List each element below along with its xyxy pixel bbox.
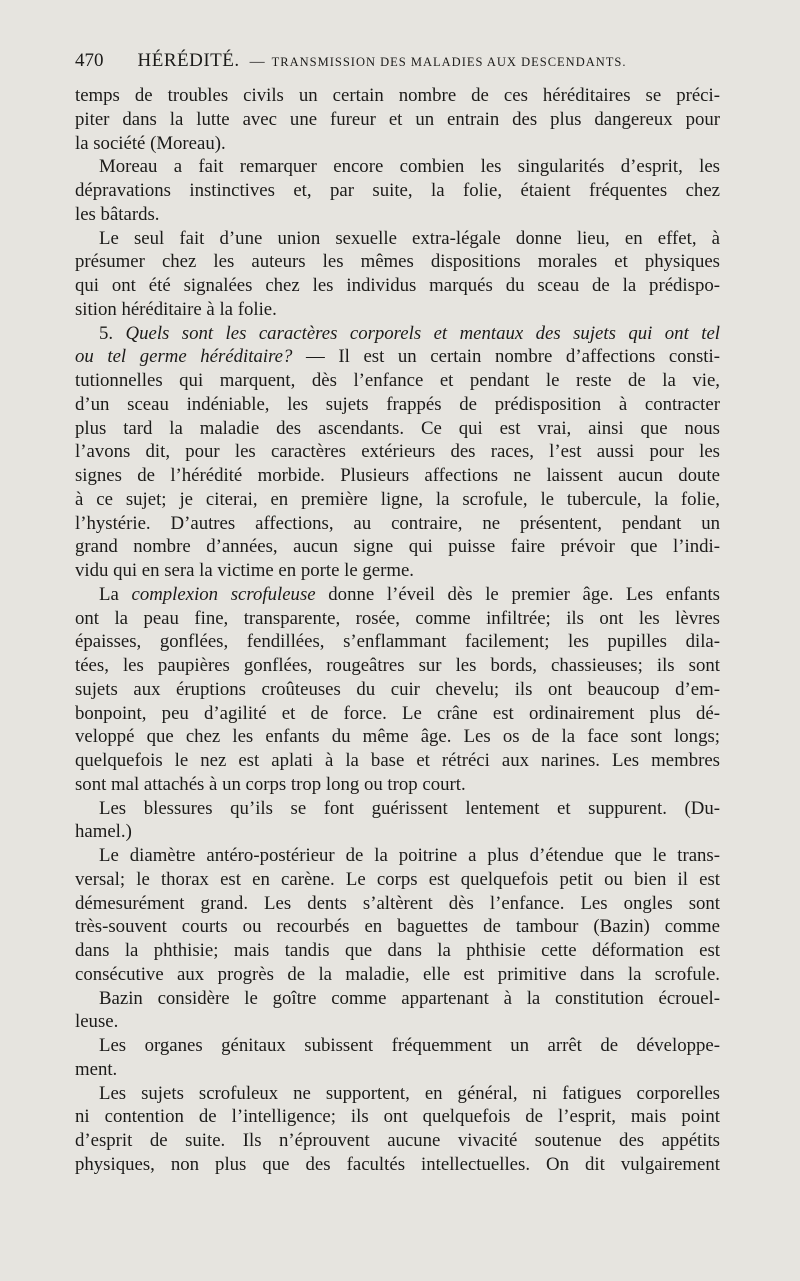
section-question-end: ou tel germe héréditaire? xyxy=(75,346,293,368)
section-text-start: — Il est un certain nombre d’affections consti- xyxy=(306,346,720,368)
text-line: Les organes génitaux subissent fréquemment un arrêt de développe- xyxy=(99,1035,720,1056)
text-line: sont mal attachés à un corps trop long ou trop court. xyxy=(75,773,466,795)
text-line: Le seul fait d’une union sexuelle extra-légale donne lieu, en effet, à xyxy=(99,227,720,249)
text-line: Les sujets scrofuleux ne supportent, en général, ni fatigues corporelles xyxy=(99,1082,720,1104)
complexion-rest: donne l’éveil dès le premier âge. Les enfants xyxy=(328,583,720,605)
text-line: ni contention de l’intelligence; ils ont quelquefois de l’esprit, mais point xyxy=(75,1106,720,1128)
text-line: veloppé que chez les enfants du même âge. Les os de la face sont longs; xyxy=(75,726,720,748)
header-separator: — xyxy=(249,54,265,70)
text-line: piter dans la lutte avec une fureur et un entrain des plus dangereux pour xyxy=(75,108,720,130)
text-line: présumer chez les auteurs les mêmes dispositions morales et physiques xyxy=(75,251,720,273)
text-line: la société (Moreau). xyxy=(75,132,226,154)
text-line: à ce sujet; je citerai, en première ligne, la scrofule, le tubercule, la folie, xyxy=(75,488,720,510)
main-text xyxy=(75,84,720,1177)
text-line: tutionnelles qui marquent, dès l’enfance et pendant le reste de la vie, xyxy=(75,370,720,391)
text-line: Bazin considère le goître comme appartenant à la constitution écrouel- xyxy=(99,987,720,1009)
text-line: consécutive aux progrès de la maladie, elle est primitive dans la scrofule. xyxy=(75,963,720,985)
text-line: temps de troubles civils un certain nombre de ces héréditaires se préci- xyxy=(75,85,720,106)
text-line: qui ont été signalées chez les individus marqués du sceau de la prédispo- xyxy=(75,275,720,296)
text-line: Moreau a fait remarquer encore combien les singularités d’esprit, les xyxy=(99,156,720,178)
text-line: dépravations instinctives et, par suite, la folie, étaient fréquentes chez xyxy=(75,180,720,201)
text-line: dans la phthisie; mais tandis que dans la phthisie cette déformation est xyxy=(75,940,720,961)
section-question: Quels sont les caractères corporels et mentaux des sujets qui ont tel xyxy=(125,322,720,344)
text-line: vidu qui en sera la victime en porte le germe. xyxy=(75,560,414,581)
text-line: versal; le thorax est en carène. Le corps est quelquefois petit ou bien il est xyxy=(75,868,720,890)
text-line: Les blessures qu’ils se font guérissent lentement et suppurent. (Du- xyxy=(99,797,720,819)
running-header xyxy=(75,50,720,74)
text-line: très-souvent courts ou recourbés en baguettes de tambour (Bazin) comme xyxy=(75,916,720,938)
text-line: l’hystérie. D’autres affections, au contraire, ne présentent, pendant un xyxy=(75,512,720,534)
text-line: quelquefois le nez est aplati à la base et rétréci aux narines. Les membres xyxy=(75,750,720,771)
text-line: hamel.) xyxy=(75,821,132,843)
text-line: démesurément grand. Les dents s’altèrent dès l’enfance. Les ongles sont xyxy=(75,892,720,914)
text-line: tées, les paupières gonflées, rougeâtres sur les bords, chassieuses; ils sont xyxy=(75,655,720,676)
text-line: physiques, non plus que des facultés intellectuelles. On dit vulgairement xyxy=(75,1153,720,1175)
text-line: d’esprit de suite. Ils n’éprouvent aucune vivacité soutenue des appétits xyxy=(75,1130,720,1151)
text-line xyxy=(75,345,720,369)
text-line: grand nombre d’années, aucun signe qui puisse faire prévoir que l’indi- xyxy=(75,536,720,558)
text-line: Le diamètre antéro-postérieur de la poitrine a plus d’étendue que le trans- xyxy=(99,845,720,866)
text-line: leuse. xyxy=(75,1011,119,1033)
text-line: ment. xyxy=(75,1058,118,1080)
page-number: 470 xyxy=(75,50,104,71)
header-subtitle: TRANSMISSION DES MALADIES AUX DESCENDANTS. xyxy=(271,55,627,69)
section-number: 5. xyxy=(99,322,114,344)
text-line: ont la peau fine, transparente, rosée, comme infiltrée; ils ont les lèvres xyxy=(75,607,720,629)
header-title: HÉRÉDITÉ. xyxy=(137,50,240,71)
text-line: d’un sceau indéniable, les sujets frappés de prédisposition à contracter xyxy=(75,393,720,415)
complexion-lead: La xyxy=(99,583,119,605)
complexion-line xyxy=(75,583,720,607)
text-line: bonpoint, peu d’agilité et de force. Le crâne est ordinairement plus dé- xyxy=(75,702,720,724)
text-line: sition héréditaire à la folie. xyxy=(75,298,277,320)
section-5-heading-line xyxy=(75,322,720,346)
complexion-italic: complexion scrofuleuse xyxy=(131,583,316,605)
text-line: plus tard la maladie des ascendants. Ce qui est vrai, ainsi que nous xyxy=(75,417,720,439)
text-line: signes de l’hérédité morbide. Plusieurs affections ne laissent aucun doute xyxy=(75,465,720,486)
text-line: épaisses, gonflées, fendillées, s’enflammant facilement; les pupilles dila- xyxy=(75,631,720,653)
text-line: sujets aux éruptions croûteuses du cuir chevelu; ils ont beaucoup d’em- xyxy=(75,678,720,700)
text-line: les bâtards. xyxy=(75,203,160,225)
text-line: l’avons dit, pour les caractères extérieurs des races, l’est aussi pour les xyxy=(75,441,720,463)
